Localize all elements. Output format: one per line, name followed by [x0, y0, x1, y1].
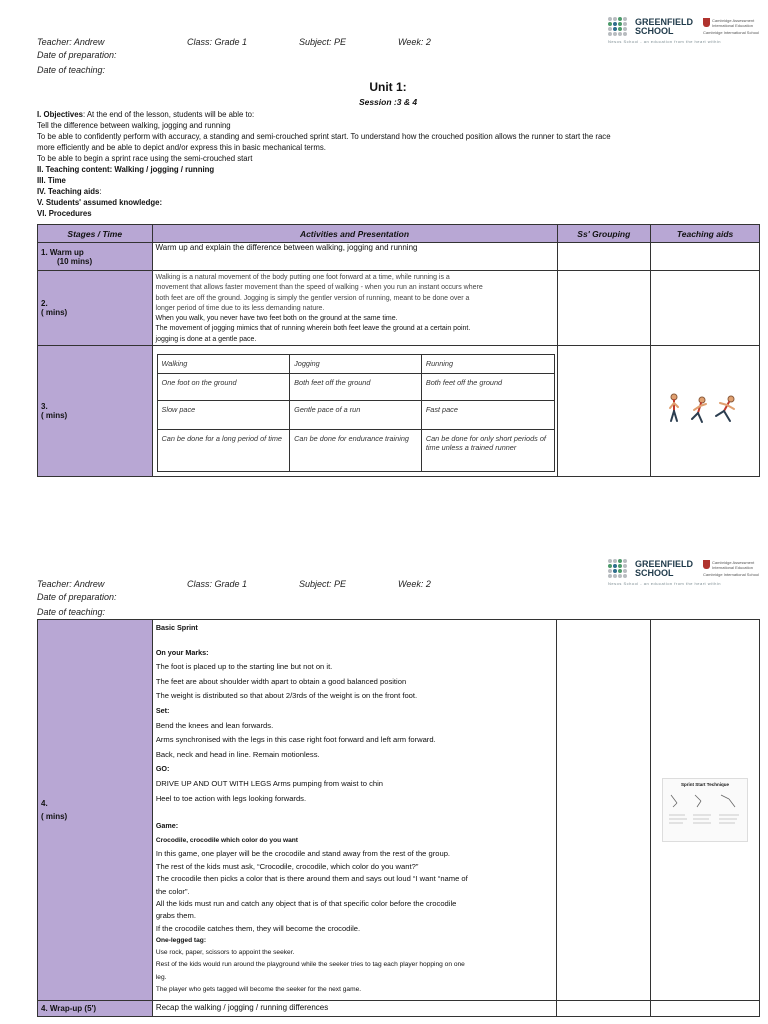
comparison-cell: Gentle pace of a run — [290, 401, 422, 430]
logo-cambridge-line1: Cambridge Assessment — [712, 18, 755, 23]
week-label: Week: 2 — [398, 37, 431, 47]
subject-label: Subject: PE — [299, 37, 347, 47]
procedures-table — [37, 224, 760, 477]
table-row — [38, 271, 760, 346]
table-header-row — [38, 225, 760, 243]
objective-line: To be able to confidently perform with accuracy, a standing and semi-crouched sprint start. To understand how the crouched position allows the runner to start the race — [37, 132, 611, 141]
logo-cambridge-line1: Cambridge Assessment — [712, 560, 755, 565]
date-teach-label: Date of teaching: — [37, 65, 106, 75]
logo-tagline: Nesos School - an education from the heart within — [608, 581, 721, 586]
stage-time: ( mins) — [41, 812, 68, 821]
school-logo — [608, 558, 760, 588]
text-line: Arms synchronised with the legs in this case right foot forward and left arm forward. — [155, 735, 436, 745]
knowledge-heading: V. Students' assumed knowledge: — [37, 198, 163, 207]
logo-cambridge-line3: Cambridge International School — [703, 572, 760, 577]
table-row — [38, 243, 760, 271]
time-heading: III. Time — [37, 176, 66, 185]
logo-school-line1: GREENFIELD — [635, 559, 694, 569]
text-line: Heel to toe action with legs looking forwards. — [155, 793, 307, 803]
comparison-cell: Walking — [157, 355, 290, 374]
activity-cell: Warm up and explain the difference between walking, jogging and running — [152, 243, 557, 271]
comparison-cell: Can be done for only short periods of time unless a trained runner — [421, 430, 554, 472]
comparison-cell: Running — [421, 355, 554, 374]
stage-time: ( mins) — [41, 308, 68, 318]
activity-cell — [152, 346, 557, 477]
logo-school-line2: SCHOOL — [635, 568, 674, 578]
comparison-table — [157, 354, 555, 472]
text-line: In this game, one player will be the crocodile and stand away from the rest of the group. — [155, 849, 451, 859]
header-grouping: Ss' Grouping — [557, 225, 651, 243]
wrapup-stage: 4. Wrap-up (5') — [38, 1001, 153, 1017]
comparison-cell: Can be done for endurance training — [290, 430, 422, 472]
comparison-cell: Can be done for a long period of time — [157, 430, 290, 472]
teacher-label: Teacher: Andrew — [37, 579, 105, 589]
table-row — [38, 1001, 760, 1017]
text-line: The feet are about shoulder width apart to obtain a good balanced position — [155, 676, 407, 686]
text-line: The player who gets tagged will become the seeker for the next game. — [155, 985, 362, 993]
teacher-label: Teacher: Andrew — [37, 37, 105, 47]
cambridge-crest-icon — [703, 18, 710, 27]
aids-cell — [651, 271, 760, 346]
stage-label: 4. — [41, 799, 48, 808]
comparison-row — [157, 374, 554, 401]
text-line: When you walk, you never have two feet both on the ground at the same time. — [155, 315, 398, 323]
activity-cell — [152, 620, 556, 1001]
comparison-cell: Both feet off the ground — [290, 374, 422, 401]
text-line: Walking is a natural movement of the body putting one foot forward at a time, while running is a — [155, 274, 450, 281]
text-line: Rest of the kids would run around the playground while the seeker tries to tag each player hopping on one — [155, 961, 465, 969]
aids-cell — [651, 1001, 760, 1017]
text-line: The crocodile then picks a color that is there around them and says out loud “I want “name of — [155, 874, 468, 884]
text-line: If the crocodile catches them, they will become the crocodile. — [155, 923, 361, 933]
crocodile-heading: Crocodile, crocodile which color do you want — [155, 836, 298, 844]
objectives-heading: I. Objectives — [37, 110, 83, 119]
stage-label: 1. Warm up — [41, 247, 84, 257]
basic-sprint-heading: Basic Sprint — [155, 623, 198, 632]
marks-heading: On your Marks: — [155, 647, 209, 657]
grouping-cell — [557, 1001, 651, 1017]
grouping-cell — [557, 243, 651, 271]
table-row — [38, 620, 760, 1001]
unit-title: Unit 1: — [369, 80, 407, 94]
stage-time: ( mins) — [41, 411, 68, 421]
logo-school-line1: GREENFIELD — [635, 17, 694, 27]
sprint-diagram-icon — [665, 787, 745, 837]
comparison-row — [157, 355, 554, 374]
text-line: Back, neck and head in line. Remain motionless. — [155, 749, 320, 759]
running-figures-image — [664, 389, 746, 429]
poster-title: Sprint Start Technique — [681, 782, 729, 787]
comparison-cell: Both feet off the ground — [421, 374, 554, 401]
text-line: The rest of the kids must ask, “Crocodile, crocodile, which color do you want?” — [155, 861, 419, 871]
date-teach-label: Date of teaching: — [37, 607, 106, 617]
week-label: Week: 2 — [398, 579, 431, 589]
aids-cell — [651, 346, 760, 477]
text-line: the color”. — [155, 886, 190, 896]
text-line: Bend the knees and lean forwards. — [155, 720, 274, 730]
text-line: DRIVE UP AND OUT WITH LEGS Arms pumping from waist to chin — [155, 778, 383, 788]
aids-heading: IV. Teaching aids — [37, 187, 100, 196]
comparison-cell: Slow pace — [157, 401, 290, 430]
objectives-block — [37, 109, 759, 219]
session-label: Session :3 & 4 — [358, 97, 418, 107]
logo-school-line2: SCHOOL — [635, 26, 674, 36]
activity-cell — [152, 271, 557, 346]
game-heading: Game: — [155, 821, 179, 831]
class-label: Class: Grade 1 — [187, 37, 248, 47]
teaching-content-heading: II. Teaching content: Walking / jogging / running — [37, 165, 215, 174]
comparison-row — [157, 401, 554, 430]
date-prep-label: Date of preparation: — [37, 50, 117, 60]
logo-cambridge-line3: Cambridge International School — [703, 30, 760, 35]
text-line: jogging is done at a gentle pace. — [155, 335, 257, 343]
class-label: Class: Grade 1 — [187, 579, 248, 589]
stage-label: 2. — [41, 299, 48, 309]
text-line: The foot is placed up to the starting line but not on it. — [155, 662, 333, 672]
objective-line: more efficiently and be able to depict and/or express this in basic mechanical terms. — [37, 143, 326, 152]
logo-tagline: Nesos School - an education from the heart within — [608, 39, 721, 44]
text-line: Use rock, paper, scissors to appoint the seeker. — [155, 949, 295, 957]
comparison-cell: One foot on the ground — [157, 374, 290, 401]
stage-cell — [38, 243, 153, 271]
comparison-cell: Jogging — [290, 355, 422, 374]
procedures-table-continued — [37, 619, 760, 1017]
grouping-cell — [557, 271, 651, 346]
procedures-heading: VI. Procedures — [37, 209, 92, 218]
stage-cell — [38, 271, 153, 346]
stage-cell — [38, 346, 153, 477]
text-line: The movement of jogging mimics that of running wherein both feet leave the ground at a certain point. — [155, 325, 471, 333]
text-line: grabs them. — [155, 911, 196, 921]
objective-line: Tell the difference between walking, jogging and running — [37, 121, 231, 130]
text-line: The weight is distributed so that about 2/3rds of the weight is on the front foot. — [155, 691, 418, 701]
cambridge-crest-icon — [703, 560, 710, 569]
aids-cell — [651, 620, 760, 1001]
text-line: movement that allows faster movement than the speed of walking - when you run an instant occurs where — [155, 284, 483, 292]
text-line: longer period of time due to its less demanding nature. — [155, 304, 325, 312]
stage-time: (10 mins) — [57, 256, 93, 266]
aids-cell — [651, 243, 760, 271]
tag-heading: One-legged tag: — [155, 937, 207, 945]
logo-dots-icon — [608, 17, 627, 36]
stage-label: 3. — [41, 402, 48, 412]
logo-dots-icon — [608, 559, 627, 578]
set-heading: Set: — [155, 705, 170, 715]
text-line: All the kids must run and catch any object that is of that specific color before the crocodile — [155, 898, 457, 908]
wrapup-activity: Recap the walking / jogging / running differences — [152, 1001, 556, 1017]
objectives-intro: : At the end of the lesson, students will be able to: — [82, 110, 255, 119]
stage-cell — [38, 620, 153, 1001]
header-stages: Stages / Time — [38, 225, 153, 243]
comparison-cell: Fast pace — [421, 401, 554, 430]
logo-cambridge-line2: International Education — [712, 23, 753, 28]
objective-line: To be able to begin a sprint race using the semi-crouched start — [37, 154, 253, 163]
sprint-start-poster-image — [662, 778, 748, 842]
header-activities: Activities and Presentation — [152, 225, 557, 243]
comparison-row — [157, 430, 554, 472]
aids-suffix: : — [99, 187, 102, 196]
logo-cambridge-line2: International Education — [712, 565, 753, 570]
grouping-cell — [557, 346, 651, 477]
go-heading: GO: — [155, 764, 170, 774]
date-prep-label: Date of preparation: — [37, 592, 117, 602]
school-logo — [608, 16, 760, 46]
subject-label: Subject: PE — [299, 579, 347, 589]
table-row — [38, 346, 760, 477]
text-line: both feet are off the ground. Jogging is simply the gentler version of running, meant to be done over a — [155, 294, 470, 302]
header-teaching-aids: Teaching aids — [651, 225, 760, 243]
grouping-cell — [557, 620, 651, 1001]
text-line: leg. — [155, 973, 167, 981]
